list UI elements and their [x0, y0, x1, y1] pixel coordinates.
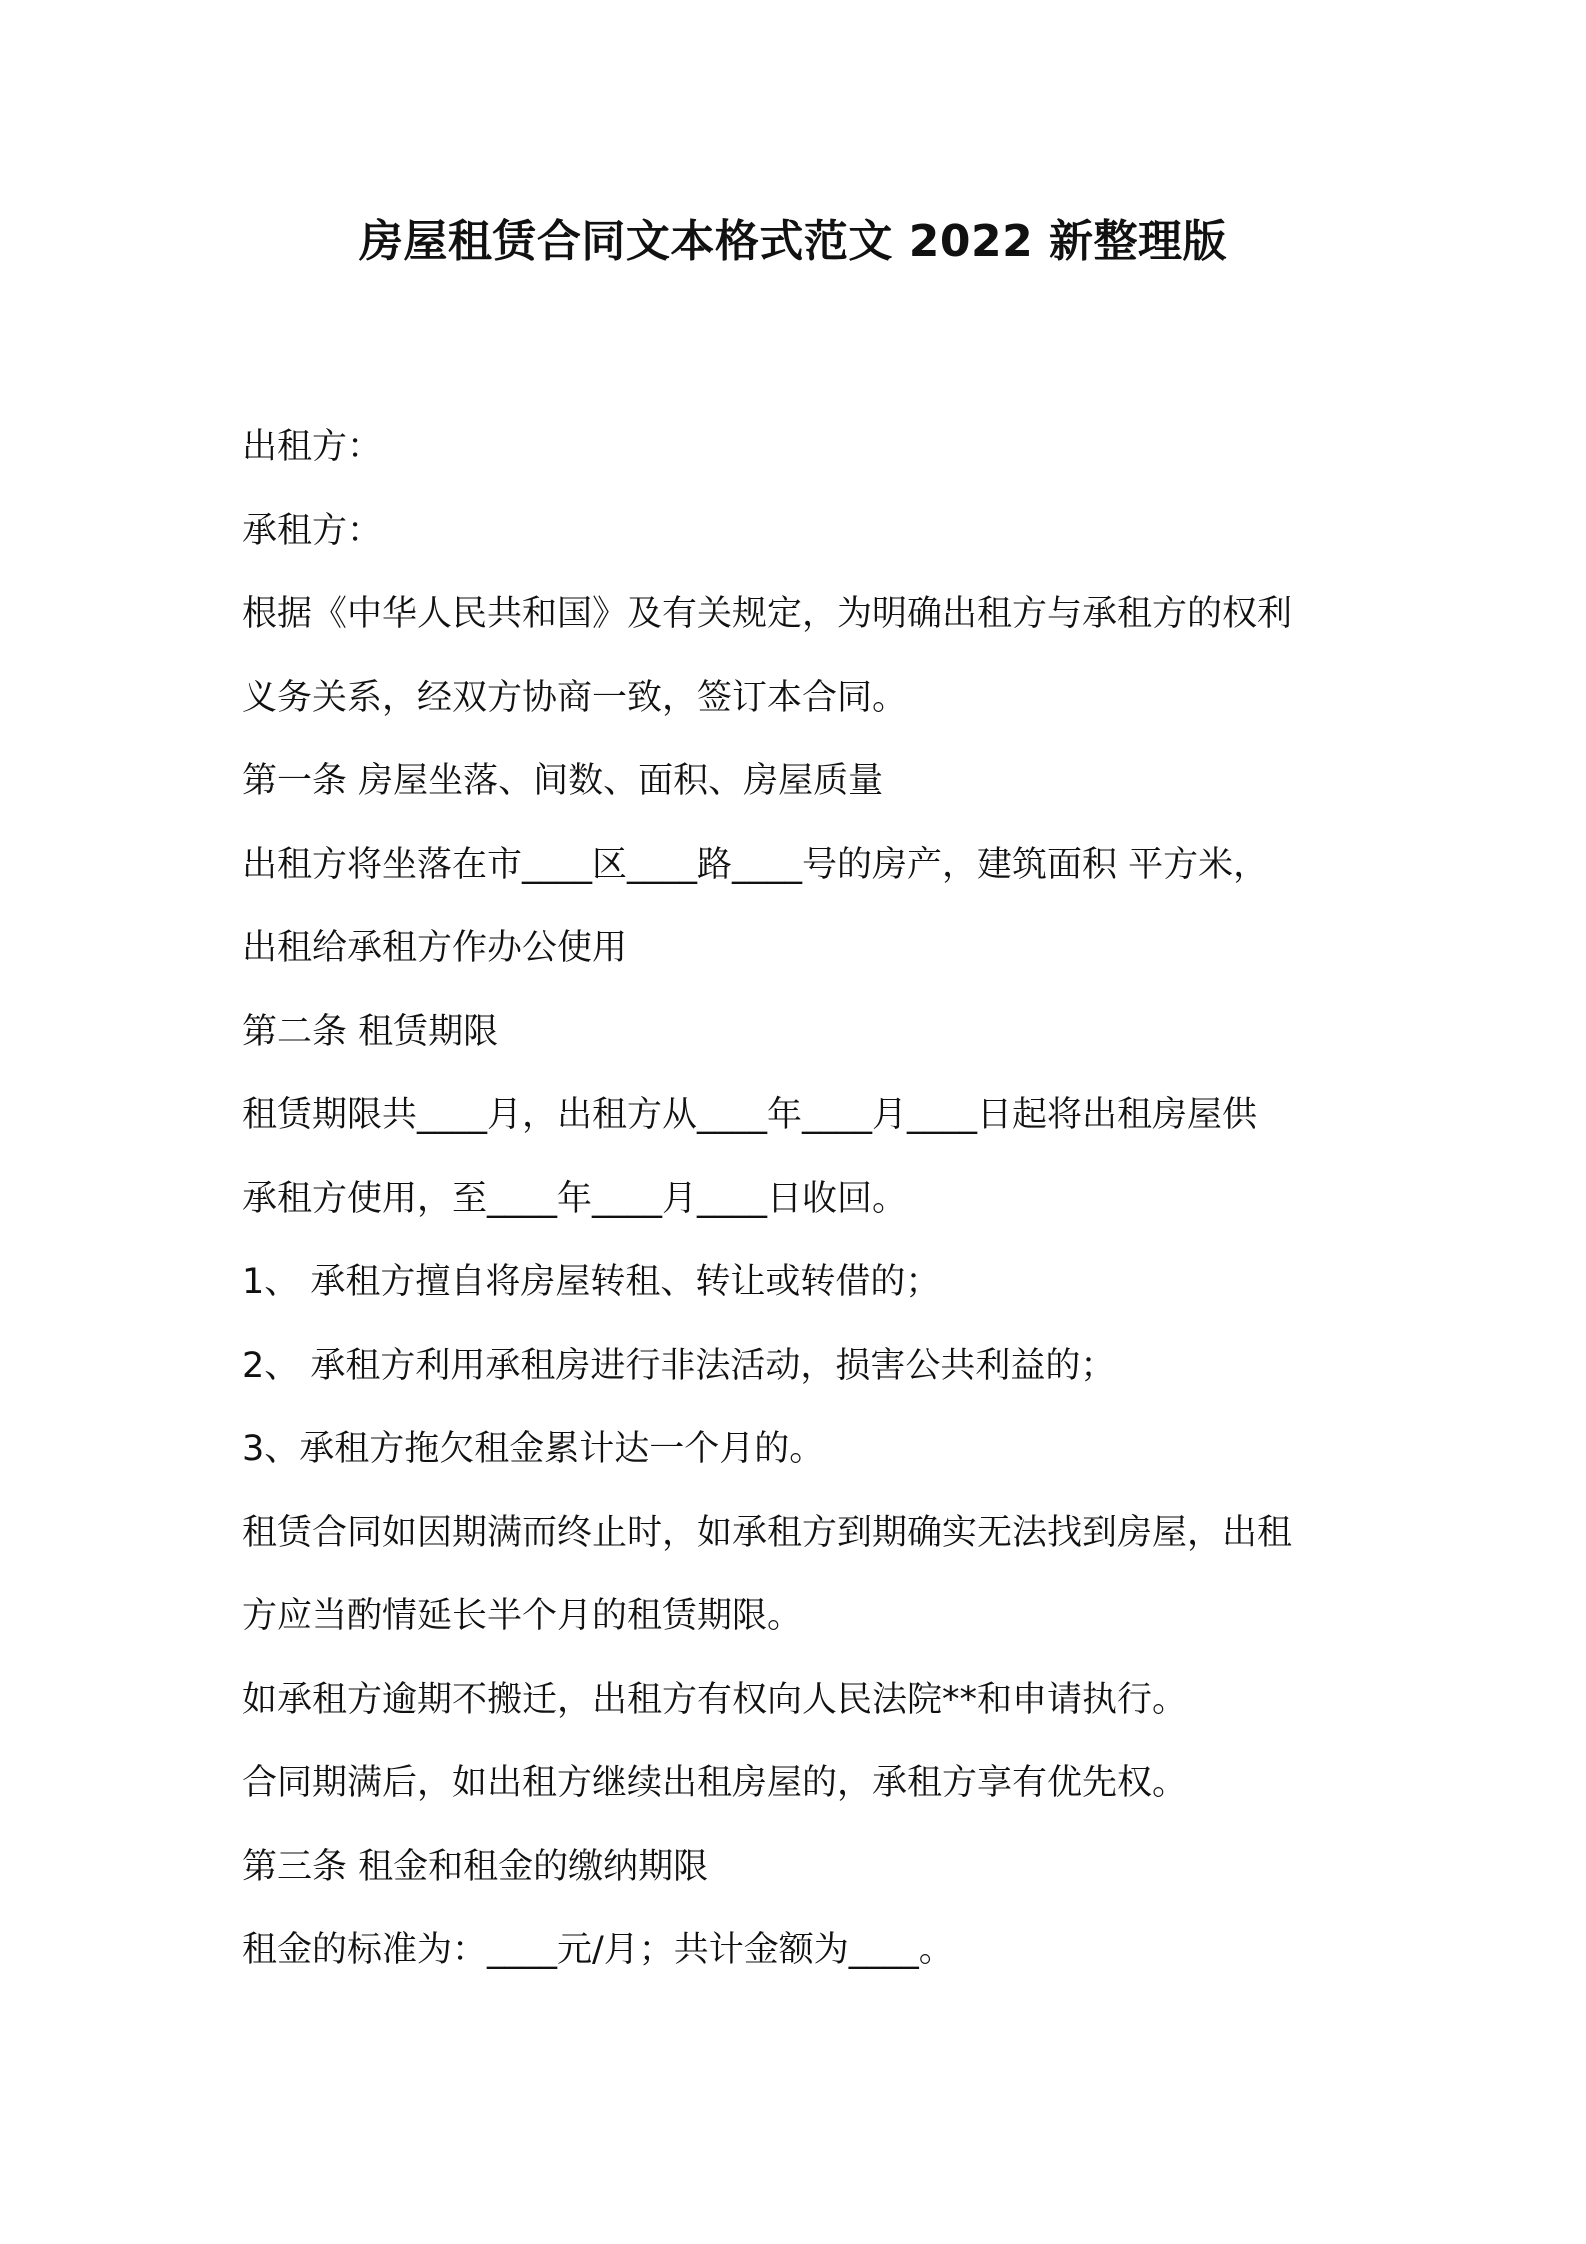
document-title: 房屋租赁合同文本格式范文 2022 新整理版 [358, 216, 1228, 267]
clause-2: 2、 承租方利用承租房进行非法活动，损害公共利益的； [242, 1345, 1116, 1386]
overdue-text: 如承租方逾期不搬迁，出租方有权向人民法院**和申请执行。 [242, 1679, 1188, 1720]
document-body [242, 406, 1357, 1993]
termination-text-1: 租赁合同如因期满而终止时，如承租方到期确实无法找到房屋，出租 [242, 1512, 1293, 1553]
rent-standard-text: 租金的标准为：____元/月；共计金额为____。 [242, 1930, 954, 1970]
preamble-line-2: 义务关系，经双方协商一致，签订本合同。 [242, 677, 908, 718]
lessor-line: 出租方： [242, 427, 383, 467]
clause-3: 3、承租方拖欠租金累计达一个月的。 [242, 1429, 825, 1469]
article-2-text-1: 租赁期限共____月，出租方从____年____月____日起将出租房屋供 [242, 1095, 1258, 1135]
article-1-text-1: 出租方将坐落在市____区____路____号的房产，建筑面积 平方米， [242, 844, 1269, 885]
clause-1: 1、 承租方擅自将房屋转租、转让或转借的； [242, 1262, 941, 1302]
priority-text: 合同期满后，如出租方继续出租房屋的，承租方享有优先权。 [242, 1763, 1188, 1803]
lessee-line: 承租方： [242, 510, 383, 551]
article-2-heading: 第二条 租赁期限 [242, 1011, 499, 1052]
article-1-heading: 第一条 房屋坐落、间数、面积、房屋质量 [242, 761, 884, 801]
article-3-heading: 第三条 租金和租金的缴纳期限 [242, 1846, 709, 1887]
termination-text-2: 方应当酌情延长半个月的租赁期限。 [242, 1596, 803, 1636]
article-2-text-2: 承租方使用，至____年____月____日收回。 [242, 1178, 908, 1219]
article-1-text-2: 出租给承租方作办公使用 [242, 928, 628, 968]
preamble-line-1: 根据《中华人民共和国》及有关规定，为明确出租方与承租方的权利 [242, 594, 1293, 634]
